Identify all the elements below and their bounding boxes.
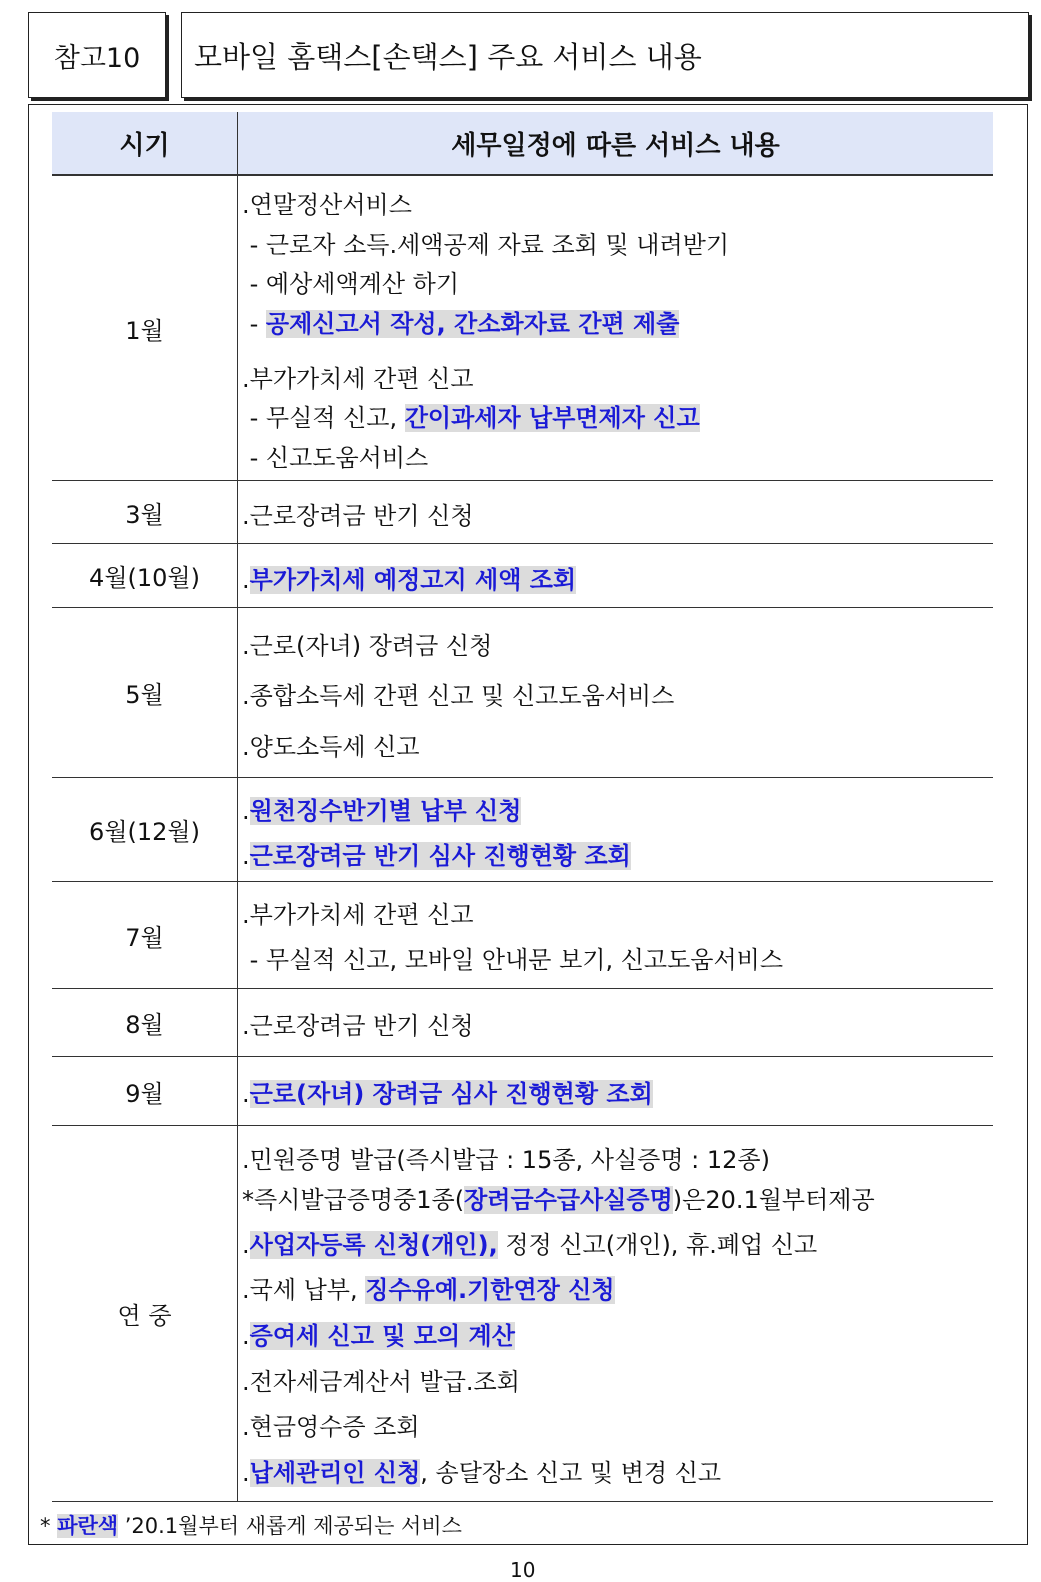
new-service-text: 부가가치세 예정고지 세액 조회: [249, 566, 577, 594]
content-line: [242, 1074, 653, 1109]
reference-tag-label: 참고10: [53, 42, 141, 74]
new-service-text: 증여세 신고 및 모의 계산: [249, 1322, 515, 1350]
row-period: 1월: [52, 176, 238, 480]
new-service-text: 납세관리인 신청: [249, 1459, 421, 1487]
new-service-text: 사업자등록 신청(개인),: [249, 1231, 498, 1259]
new-service-text: 근로장려금 반기 심사 진행현황 조회: [249, 842, 631, 870]
content-line: [242, 1362, 520, 1397]
service-text: .: [242, 566, 250, 594]
service-text: .: [242, 1231, 250, 1259]
service-text: .양도소득세 신고: [242, 733, 420, 761]
page-number: 10: [510, 1558, 536, 1582]
row-content: [238, 481, 993, 543]
content-line: [242, 264, 459, 299]
content-line: [242, 895, 474, 930]
row-period: 4월(10월): [52, 544, 238, 607]
row-period: 8월: [52, 989, 238, 1056]
row-content: [238, 1057, 993, 1125]
content-line: [242, 1453, 721, 1488]
table-row: [52, 544, 993, 608]
content-line: [242, 185, 412, 220]
service-text: .: [242, 1080, 250, 1108]
content-line: [242, 1407, 420, 1442]
new-service-text: 원천징수반기별 납부 신청: [249, 797, 522, 825]
new-service-text: 간이과세자 납부면제자 신고: [404, 404, 700, 432]
reference-tag: [28, 12, 166, 98]
row-content: [238, 608, 993, 777]
service-text: .근로장려금 반기 신청: [242, 502, 474, 530]
content-line: [242, 836, 631, 871]
service-text: .근로(자녀) 장려금 신청: [242, 632, 493, 660]
row-period: 5월: [52, 608, 238, 777]
service-text: - 예상세액계산 하기: [242, 270, 460, 298]
row-content: [238, 778, 993, 881]
new-service-text: 장려금수급사실증명: [464, 1186, 673, 1214]
service-text: )은20.1월부터제공: [672, 1186, 875, 1214]
service-text: .현금영수증 조회: [242, 1413, 420, 1441]
content-line: [242, 1270, 615, 1305]
table-row: [52, 176, 993, 481]
header-period: 시기: [52, 112, 238, 174]
content-line: [242, 940, 783, 975]
service-text: .: [242, 1459, 250, 1487]
content-line: [242, 626, 492, 661]
service-text: .: [242, 1322, 250, 1350]
table-header-row: [52, 112, 993, 176]
new-service-text: 징수유예.기한연장 신청: [365, 1276, 615, 1304]
table-row: [52, 882, 993, 989]
table-row: [52, 481, 993, 544]
content-line: [242, 560, 576, 595]
content-line: [242, 359, 474, 394]
page-title-text: 모바일 홈택스[손택스] 주요 서비스 내용: [194, 39, 702, 74]
service-text: -: [242, 310, 266, 338]
footnote-suffix: ’20.1월부터 새롭게 제공되는 서비스: [118, 1514, 462, 1538]
service-text: .: [242, 842, 250, 870]
service-text: 정정 신고(개인), 휴.폐업 신고: [497, 1231, 818, 1259]
content-line: [242, 1225, 817, 1260]
service-text: - 근로자 소득.세액공제 자료 조회 및 내려받기: [242, 231, 730, 259]
service-text: .부가가치세 간편 신고: [242, 365, 474, 393]
row-period: 3월: [52, 481, 238, 543]
content-line: [242, 676, 674, 711]
table-row: [52, 989, 993, 1057]
new-service-text: 근로(자녀) 장려금 심사 진행현황 조회: [249, 1080, 653, 1108]
new-service-text: 공제신고서 작성, 간소화자료 간편 제출: [265, 310, 680, 338]
service-text: - 무실적 신고,: [242, 404, 405, 432]
service-text: , 송달장소 신고 및 변경 신고: [420, 1459, 722, 1487]
table-row: [52, 1057, 993, 1126]
content-line: [242, 1006, 474, 1041]
service-text: .전자세금계산서 발급.조회: [242, 1368, 520, 1396]
service-text: - 신고도움서비스: [242, 444, 429, 472]
content-line: [242, 1140, 770, 1175]
page-title: [181, 12, 1029, 98]
header-content: 세무일정에 따른 서비스 내용: [451, 130, 780, 161]
content-line: [242, 225, 729, 260]
service-text: *즉시발급증명중1종(: [242, 1186, 465, 1214]
row-period: 7월: [52, 882, 238, 988]
service-text: .근로장려금 반기 신청: [242, 1012, 474, 1040]
row-content: [238, 989, 993, 1056]
content-line: [242, 398, 700, 433]
content-line: [242, 438, 428, 473]
row-content: [238, 176, 993, 480]
row-content: [238, 1126, 993, 1501]
row-content: [238, 544, 993, 607]
service-text: .민원증명 발급(즉시발급 : 15종, 사실증명 : 12종): [242, 1146, 770, 1174]
content-line: [242, 1180, 875, 1215]
service-text: .부가가치세 간편 신고: [242, 901, 474, 929]
service-text: .: [242, 797, 250, 825]
row-period: 9월: [52, 1057, 238, 1125]
row-period: 연 중: [52, 1126, 238, 1501]
content-line: [242, 304, 679, 339]
service-text: .연말정산서비스: [242, 191, 412, 219]
content-line: [242, 791, 521, 826]
footnote-highlight: 파란색: [57, 1514, 119, 1538]
service-text: .종합소득세 간편 신고 및 신고도움서비스: [242, 682, 675, 710]
row-period: 6월(12월): [52, 778, 238, 881]
table-row: [52, 778, 993, 882]
row-content: [238, 882, 993, 988]
table-row: [52, 608, 993, 778]
service-text: .국세 납부,: [242, 1276, 366, 1304]
content-line: [242, 1316, 515, 1351]
service-text: - 무실적 신고, 모바일 안내문 보기, 신고도움서비스: [242, 946, 783, 974]
content-line: [242, 727, 420, 762]
content-line: [242, 496, 474, 531]
footnote: [40, 1510, 462, 1540]
table-row: [52, 1126, 993, 1502]
footnote-prefix: *: [40, 1514, 58, 1538]
